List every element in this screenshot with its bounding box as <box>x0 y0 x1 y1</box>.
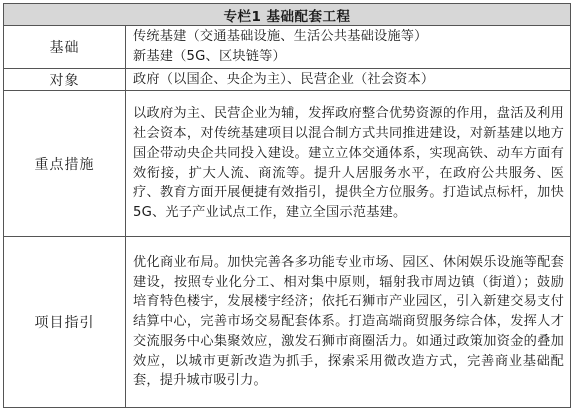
row-content-basic <box>126 26 571 69</box>
basic-line-traditional: 传统基建（交通基础设施、生活公共基础设施等） <box>133 29 428 45</box>
row-content-measures <box>126 91 571 237</box>
table-row-measures <box>4 91 571 237</box>
table-title-row <box>4 4 571 26</box>
measures-paragraph: 以政府为主、民营企业为辅，发挥政府整合优势资源的作用，盘活及利用社会资本，对传统基建项目以混合制方式共同推进建设，对新基建以地方国企带动央企共同投入建设。建立立体交通体系，实现高铁、动车方面有效衔接，扩大人流、商流等。提升人居服务水平，在政府公共服务、医疗、教育方面开展便捷有效指引，提供全方位服务。打造试点标杆，加快5G、光子产业试点工作，建立全国示范基建。 <box>133 106 564 220</box>
row-label-target: 对象 <box>4 69 126 91</box>
guide-paragraph: 优化商业布局。加快完善各多功能专业市场、园区、休闲娱乐设施等配套建设，按照专业化分工、相对集中原则，辐射我市周边镇（街道）；鼓励培育特色楼宇，发展楼宇经济；依托石狮市产业园区，引入新建交易支付结算中心，完善市场交易配套体系。打造高端商贸服务综合体，发挥人才交流服务中心集聚效应，激发石狮市商圈活力。如通过政策加资金的叠加效应，以城市更新改造为抓手，探索采用微改造方式，完善商业基础配套，提升城市吸引力。 <box>133 255 564 389</box>
table-row-basic <box>4 26 571 69</box>
row-content-target: 政府（以国企、央企为主）、民营企业（社会资本） <box>126 69 571 91</box>
row-label-measures: 重点措施 <box>4 91 126 237</box>
table-row-guide <box>4 237 571 408</box>
table-title: 专栏1 基础配套工程 <box>4 4 571 26</box>
row-label-guide: 项目指引 <box>4 237 126 408</box>
basic-line-new: 新基建（5G、区块链等） <box>133 49 286 64</box>
row-content-guide <box>126 237 571 408</box>
infrastructure-table <box>3 3 571 408</box>
table-row-target <box>4 69 571 91</box>
row-label-basic: 基础 <box>4 26 126 69</box>
